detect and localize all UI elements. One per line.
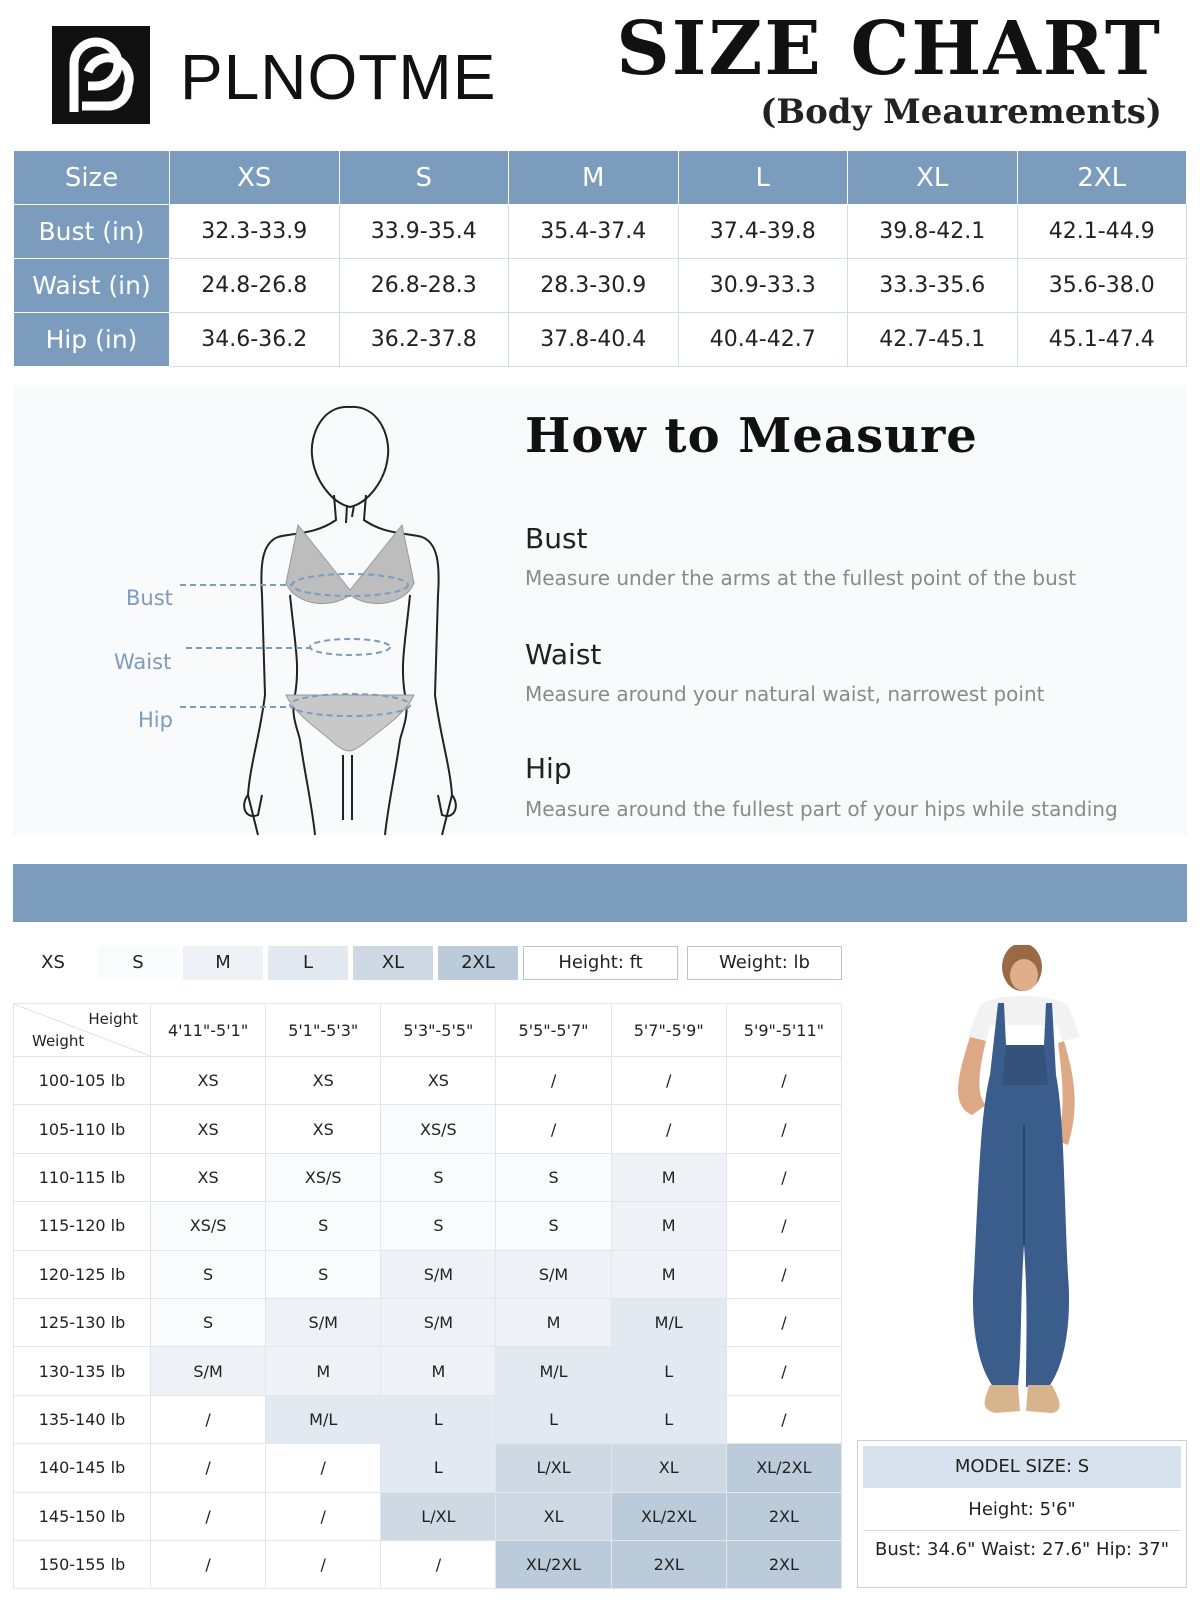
weight-row-label: 145-150 lb	[14, 1492, 151, 1540]
size-cell: M/L	[266, 1395, 381, 1443]
table-cell: 26.8-28.3	[339, 259, 509, 313]
figure-label-waist: Waist	[114, 650, 172, 674]
height-header-row	[14, 1004, 842, 1057]
size-cell: /	[726, 1347, 841, 1395]
height-col-header: 5'7"-5'9"	[611, 1004, 726, 1057]
size-col-header: L	[678, 151, 848, 205]
logo-mark-icon	[52, 26, 150, 124]
size-cell: M	[266, 1347, 381, 1395]
legend-size-xl: XL	[353, 946, 433, 980]
size-cell: /	[266, 1492, 381, 1540]
size-cell: L	[611, 1395, 726, 1443]
size-cell: S/M	[266, 1298, 381, 1346]
corner-weight-label: Weight	[32, 1032, 85, 1050]
height-col-header: 5'9"-5'11"	[726, 1004, 841, 1057]
size-cell: S/M	[381, 1250, 496, 1298]
size-cell: XS	[151, 1153, 266, 1201]
legend-size-xs: XS	[13, 946, 93, 980]
size-cell: L/XL	[496, 1444, 611, 1492]
legend-size-m: M	[183, 946, 263, 980]
table-cell: 37.4-39.8	[678, 205, 848, 259]
brand-name: PLNOTME	[180, 41, 497, 113]
model-size-title: MODEL SIZE: S	[863, 1446, 1181, 1488]
size-cell: M	[381, 1347, 496, 1395]
table-cell: 42.1-44.9	[1017, 205, 1187, 259]
table-cell: 45.1-47.4	[1017, 313, 1187, 367]
legend-size-s: S	[98, 946, 178, 980]
size-col-header: 2XL	[1017, 151, 1187, 205]
size-color-legend	[13, 946, 851, 980]
table-cell: 28.3-30.9	[509, 259, 679, 313]
size-cell: L	[496, 1395, 611, 1443]
legend-height-unit: Height: ft	[523, 946, 678, 980]
size-cell: XS	[151, 1057, 266, 1105]
size-col-header: M	[509, 151, 679, 205]
table-row	[14, 1250, 842, 1298]
size-cell: /	[726, 1202, 841, 1250]
table-cell: 40.4-42.7	[678, 313, 848, 367]
figure-label-hip: Hip	[138, 708, 173, 732]
table-row	[14, 1057, 842, 1105]
weight-row-label: 105-110 lb	[14, 1105, 151, 1153]
size-cell: 2XL	[726, 1492, 841, 1540]
size-cell: S	[266, 1250, 381, 1298]
model-photo	[940, 945, 1110, 1425]
corner-height-label: Height	[88, 1010, 138, 1028]
size-cell: XL/2XL	[496, 1540, 611, 1588]
weight-row-label: 150-155 lb	[14, 1540, 151, 1588]
legend-weight-unit: Weight: lb	[687, 946, 842, 980]
section-divider-band	[13, 864, 1187, 922]
weight-row-label: 135-140 lb	[14, 1395, 151, 1443]
table-row	[14, 1298, 842, 1346]
size-cell: L	[611, 1347, 726, 1395]
table-row	[14, 1202, 842, 1250]
table-row	[14, 1105, 842, 1153]
weight-row-label: 140-145 lb	[14, 1444, 151, 1492]
measure-waist-description: Measure around your natural waist, narrowest point	[525, 682, 1045, 706]
table-row	[14, 313, 1187, 367]
size-cell: XS/S	[381, 1105, 496, 1153]
size-col-header: S	[339, 151, 509, 205]
weight-row-label: 110-115 lb	[14, 1153, 151, 1201]
size-cell: /	[266, 1444, 381, 1492]
size-cell: /	[151, 1540, 266, 1588]
size-cell: M	[611, 1153, 726, 1201]
size-cell: M/L	[611, 1298, 726, 1346]
size-cell: XL	[611, 1444, 726, 1492]
size-cell: S	[151, 1250, 266, 1298]
figure-label-bust: Bust	[126, 586, 173, 610]
table-row	[14, 1347, 842, 1395]
weight-row-label: 125-130 lb	[14, 1298, 151, 1346]
size-cell: S	[381, 1202, 496, 1250]
table-cell: 33.3-35.6	[848, 259, 1018, 313]
measure-hip-heading: Hip	[525, 752, 572, 785]
brand-logo	[52, 26, 150, 124]
size-cell: /	[381, 1540, 496, 1588]
size-cell: S	[381, 1153, 496, 1201]
row-label: Waist (in)	[14, 259, 170, 313]
size-header-row	[14, 151, 1187, 205]
size-cell: /	[726, 1395, 841, 1443]
size-cell: /	[151, 1444, 266, 1492]
table-row	[14, 1395, 842, 1443]
size-cell: /	[726, 1250, 841, 1298]
size-cell: /	[496, 1105, 611, 1153]
table-row	[14, 1492, 842, 1540]
weight-row-label: 100-105 lb	[14, 1057, 151, 1105]
legend-size-l: L	[268, 946, 348, 980]
row-label: Bust (in)	[14, 205, 170, 259]
size-cell: M/L	[496, 1347, 611, 1395]
table-cell: 39.8-42.1	[848, 205, 1018, 259]
table-cell: 34.6-36.2	[170, 313, 340, 367]
table-cell: 24.8-26.8	[170, 259, 340, 313]
height-col-header: 5'3"-5'5"	[381, 1004, 496, 1057]
size-cell: XS/S	[151, 1202, 266, 1250]
table-cell: 37.8-40.4	[509, 313, 679, 367]
height-weight-size-table	[13, 1003, 842, 1589]
height-col-header: 5'5"-5'7"	[496, 1004, 611, 1057]
size-cell: S	[496, 1153, 611, 1201]
model-measurements: Bust: 34.6" Waist: 27.6" Hip: 37"	[875, 1539, 1169, 1560]
size-cell: /	[726, 1105, 841, 1153]
table-cell: 35.4-37.4	[509, 205, 679, 259]
size-cell: S/M	[381, 1298, 496, 1346]
size-cell: 2XL	[611, 1540, 726, 1588]
weight-row-label: 115-120 lb	[14, 1202, 151, 1250]
hw-table-body	[14, 1057, 842, 1589]
table-cell: 30.9-33.3	[678, 259, 848, 313]
model-card-divider	[863, 1530, 1181, 1531]
table-row	[14, 1540, 842, 1588]
size-cell: /	[611, 1057, 726, 1105]
body-outline-illustration	[100, 395, 460, 845]
size-cell: XS	[381, 1057, 496, 1105]
size-cell: XS	[151, 1105, 266, 1153]
size-cell: M	[611, 1202, 726, 1250]
table-row	[14, 259, 1187, 313]
size-cell: /	[151, 1492, 266, 1540]
table-cell: 33.9-35.4	[339, 205, 509, 259]
weight-row-label: 120-125 lb	[14, 1250, 151, 1298]
size-cell: /	[496, 1057, 611, 1105]
table-corner	[14, 1004, 151, 1057]
size-cell: L	[381, 1395, 496, 1443]
size-cell: S/M	[151, 1347, 266, 1395]
size-cell: 2XL	[726, 1540, 841, 1588]
size-cell: XL	[496, 1492, 611, 1540]
body-size-table	[13, 150, 1187, 367]
size-cell: XL/2XL	[611, 1492, 726, 1540]
size-cell: /	[726, 1298, 841, 1346]
table-cell: 32.3-33.9	[170, 205, 340, 259]
size-cell: XS	[266, 1057, 381, 1105]
measure-bust-description: Measure under the arms at the fullest point of the bust	[525, 566, 1077, 590]
size-col-header: XL	[848, 151, 1018, 205]
size-cell: /	[726, 1153, 841, 1201]
size-cell: S	[151, 1298, 266, 1346]
table-cell: 42.7-45.1	[848, 313, 1018, 367]
model-size-card	[857, 1440, 1187, 1588]
row-label: Hip (in)	[14, 313, 170, 367]
size-cell: /	[611, 1105, 726, 1153]
size-cell: XS	[266, 1105, 381, 1153]
table-row	[14, 1444, 842, 1492]
size-cell: L/XL	[381, 1492, 496, 1540]
weight-row-label: 130-135 lb	[14, 1347, 151, 1395]
size-cell: /	[266, 1540, 381, 1588]
table-row	[14, 1153, 842, 1201]
measure-hip-description: Measure around the fullest part of your hips while standing	[525, 797, 1118, 821]
size-cell: /	[151, 1395, 266, 1443]
size-corner: Size	[14, 151, 170, 205]
measure-waist-heading: Waist	[525, 638, 602, 671]
size-cell: S	[266, 1202, 381, 1250]
size-cell: S/M	[496, 1250, 611, 1298]
model-height: Height: 5'6"	[968, 1499, 1076, 1520]
table-cell: 35.6-38.0	[1017, 259, 1187, 313]
how-to-measure-title: How to Measure	[525, 408, 978, 464]
height-col-header: 5'1"-5'3"	[266, 1004, 381, 1057]
size-cell: XL/2XL	[726, 1444, 841, 1492]
size-cell: L	[381, 1444, 496, 1492]
size-cell: M	[611, 1250, 726, 1298]
page-subtitle: (Body Meaurements)	[760, 92, 1162, 132]
height-col-header: 4'11"-5'1"	[151, 1004, 266, 1057]
size-col-header: XS	[170, 151, 340, 205]
measure-bust-heading: Bust	[525, 522, 588, 555]
size-cell: XS/S	[266, 1153, 381, 1201]
table-cell: 36.2-37.8	[339, 313, 509, 367]
size-cell: M	[496, 1298, 611, 1346]
page-title: SIZE CHART	[616, 6, 1162, 92]
table-row	[14, 205, 1187, 259]
legend-size-2xl: 2XL	[438, 946, 518, 980]
size-cell: S	[496, 1202, 611, 1250]
size-cell: /	[726, 1057, 841, 1105]
